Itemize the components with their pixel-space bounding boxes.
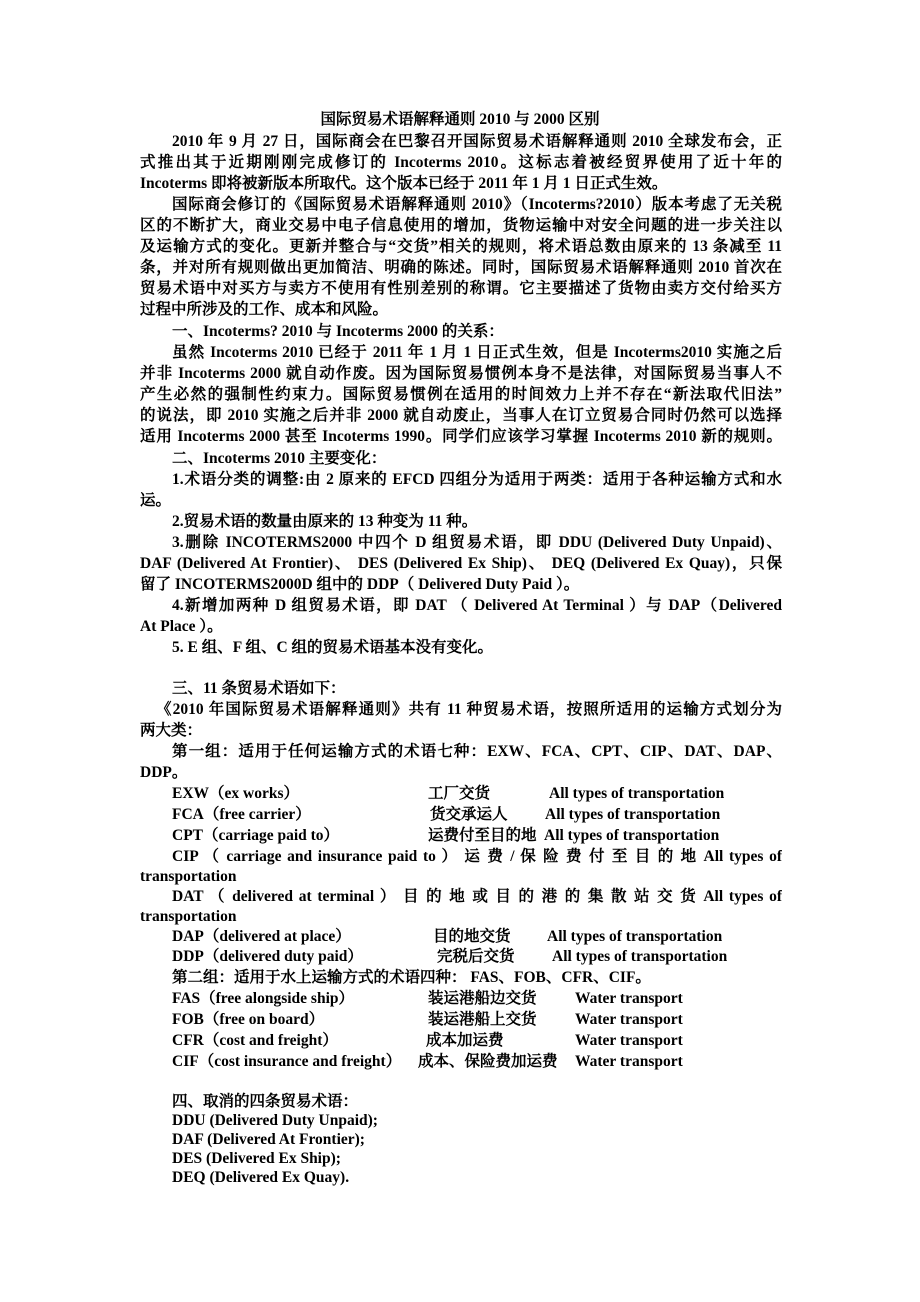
document-title: 国际贸易术语解释通则 2010 与 2000 区别 <box>320 111 600 128</box>
term-row: DAT （ delivered at terminal ） 目 的 地 或 目 的 港 的 集 散 站 交 货 All types of <box>172 888 782 905</box>
text-line: 贸易术语中对买方与卖方不使用有性别差别的称谓。它主要描述了货物由卖方交付给买方 <box>140 280 782 297</box>
term-chinese: 工厂交货 <box>428 785 491 802</box>
section-heading: 二、Incoterms 2010 主要变化： <box>172 450 387 467</box>
term-name: EXW（ex works） <box>172 785 300 802</box>
text-line: 3.删除 INCOTERMS2000 中四个 D 组贸易术语，即 DDU (Delivered Duty Unpaid)、 <box>172 534 782 551</box>
term-name: CIF（cost insurance and freight） <box>172 1053 402 1070</box>
term-name: CPT（carriage paid to） <box>172 827 340 844</box>
term-chinese: 成本加运费 <box>426 1032 504 1049</box>
text-line: 2010 年 9 月 27 日，国际商会在巴黎召开国际贸易术语解释通则 2010 全球发布会，正 <box>172 133 782 150</box>
text-line: 式推出其于近期刚刚完成修订的 Incoterms 2010。这标志着被经贸界使用了近十年的 <box>140 154 782 171</box>
term-row: CIP （ carriage and insurance paid to ） 运 费 / 保 险 费 付 至 目 的 地 All types of <box>172 848 782 865</box>
text-line: 2.贸易术语的数量由原来的 13 种变为 11 种。 <box>172 513 478 530</box>
text-line: 两大类： <box>140 722 203 739</box>
text-line: 《2010 年国际贸易术语解释通则》共有 11 种贸易术语，按照所适用的运输方式划分为 <box>156 701 782 718</box>
term-name: FOB（free on board） <box>172 1011 325 1028</box>
text-line: 运。 <box>140 492 172 509</box>
term-chinese: 成本、保险费加运费 <box>418 1053 558 1070</box>
text-line: 第二组：适用于水上运输方式的术语四种： FAS、FOB、CFR、CIF。 <box>172 969 651 986</box>
text-line: 虽然 Incoterms 2010 已经于 2011 年 1 月 1 日正式生效，但是 Incoterms2010 实施之后 <box>172 344 782 361</box>
text-line: Incoterms 即将被新版本所取代。这个版本已经于 2011 年 1 月 1 日正式生效。 <box>140 175 668 192</box>
text-line: 第一组：适用于任何运输方式的术语七种：EXW、FCA、CPT、CIP、DAT、DAP、 <box>172 743 782 760</box>
term-name: DAP（delivered at place） <box>172 928 351 945</box>
text-line: 适用 Incoterms 2000 甚至 Incoterms 1990。同学们应该学习掌握 Incoterms 2010 新的规则。 <box>140 428 782 445</box>
section-heading: 一、Incoterms? 2010 与 Incoterms 2000 的关系： <box>172 323 504 340</box>
term-row <box>172 1031 782 1051</box>
text-line: 国际商会修订的《国际贸易术语解释通则 2010》（Incoterms?2010）版本考虑了无关税 <box>172 196 782 213</box>
term-name: DDP（delivered duty paid） <box>172 948 363 965</box>
term-row <box>172 784 782 804</box>
text-line: 产生必然的强制性约束力。国际贸易惯例在适用的时间效力上并不存在“新法取代旧法” <box>140 386 782 403</box>
text-line: 及运输方式的变化。更新并整合与“交货”相关的规则，将术语总数由原来的 13 条减至 11 <box>140 238 782 255</box>
term-transport: Water transport <box>575 1053 683 1070</box>
term-transport: All types of transportation <box>545 806 721 823</box>
term-chinese: 装运港船上交货 <box>428 1011 537 1028</box>
term-name: CFR（cost and freight） <box>172 1032 338 1049</box>
term-name: FAS（free alongside ship） <box>172 990 354 1007</box>
term-transport: All types of transportation <box>549 785 725 802</box>
text-line: At Place ）。 <box>140 618 223 635</box>
section-heading: 三、11 条贸易术语如下： <box>172 680 346 697</box>
term-row <box>172 826 782 846</box>
term-row <box>172 1052 782 1072</box>
text-line: 过程中所涉及的工作、成本和风险。 <box>140 301 389 318</box>
term-chinese: 目的地交货 <box>433 928 511 945</box>
text-line: 并非 Incoterms 2000 就自动作废。因为国际贸易惯例本身不是法律，对国际贸易当事人不 <box>140 365 782 382</box>
term-row <box>172 989 782 1009</box>
text-line: 4.新增加两种 D 组贸易术语，即 DAT （ Delivered At Terminal ）与 DAP（Delivered <box>172 597 782 614</box>
list-item: DDU (Delivered Duty Unpaid); <box>172 1112 378 1129</box>
list-item: DEQ (Delivered Ex Quay). <box>172 1169 350 1186</box>
text-line: transportation <box>140 908 237 925</box>
term-name: FCA（free carrier） <box>172 806 311 823</box>
term-transport: All types of transportation <box>552 948 728 965</box>
term-transport: Water transport <box>575 1011 683 1028</box>
text-line: 条，并对所有规则做出更加简洁、明确的陈述。同时，国际贸易术语解释通则 2010 首次在 <box>140 259 782 276</box>
text-line: 留了 INCOTERMS2000D 组中的 DDP（ Delivered Duty Paid ）。 <box>140 576 580 593</box>
term-chinese: 货交承运人 <box>430 806 508 823</box>
term-chinese: 装运港船边交货 <box>428 990 537 1007</box>
term-transport: Water transport <box>575 1032 683 1049</box>
term-row <box>172 805 782 825</box>
text-line: transportation <box>140 868 237 885</box>
term-row <box>172 1010 782 1030</box>
term-transport: All types of transportation <box>547 928 723 945</box>
term-transport: All types of transportation <box>544 827 720 844</box>
text-line: DDP。 <box>140 764 188 781</box>
text-line: 5. E 组、F 组、C 组的贸易术语基本没有变化。 <box>172 639 494 656</box>
term-row <box>172 927 782 947</box>
list-item: DES (Delivered Ex Ship); <box>172 1150 341 1167</box>
term-chinese: 运费付至目的地 <box>428 827 537 844</box>
text-line: 的说法，即 2010 实施之后并非 2000 就自动废止，当事人在订立贸易合同时仍然可以选择 <box>140 407 782 424</box>
text-line: 1.术语分类的调整:由 2 原来的 EFCD 四组分为适用于两类：适用于各种运输方式和水 <box>172 471 782 488</box>
list-item: DAF (Delivered At Frontier); <box>172 1131 365 1148</box>
term-chinese: 完税后交货 <box>437 948 515 965</box>
text-line: DAF (Delivered At Frontier)、 DES (Delivered Ex Ship)、 DEQ (Delivered Ex Quay)，只保 <box>140 555 782 572</box>
section-heading: 四、取消的四条贸易术语： <box>172 1093 359 1110</box>
term-row <box>172 947 782 967</box>
term-transport: Water transport <box>575 990 683 1007</box>
text-line: 区的不断扩大，商业交易中电子信息使用的增加，货物运输中对安全问题的进一步关注以 <box>140 217 782 234</box>
